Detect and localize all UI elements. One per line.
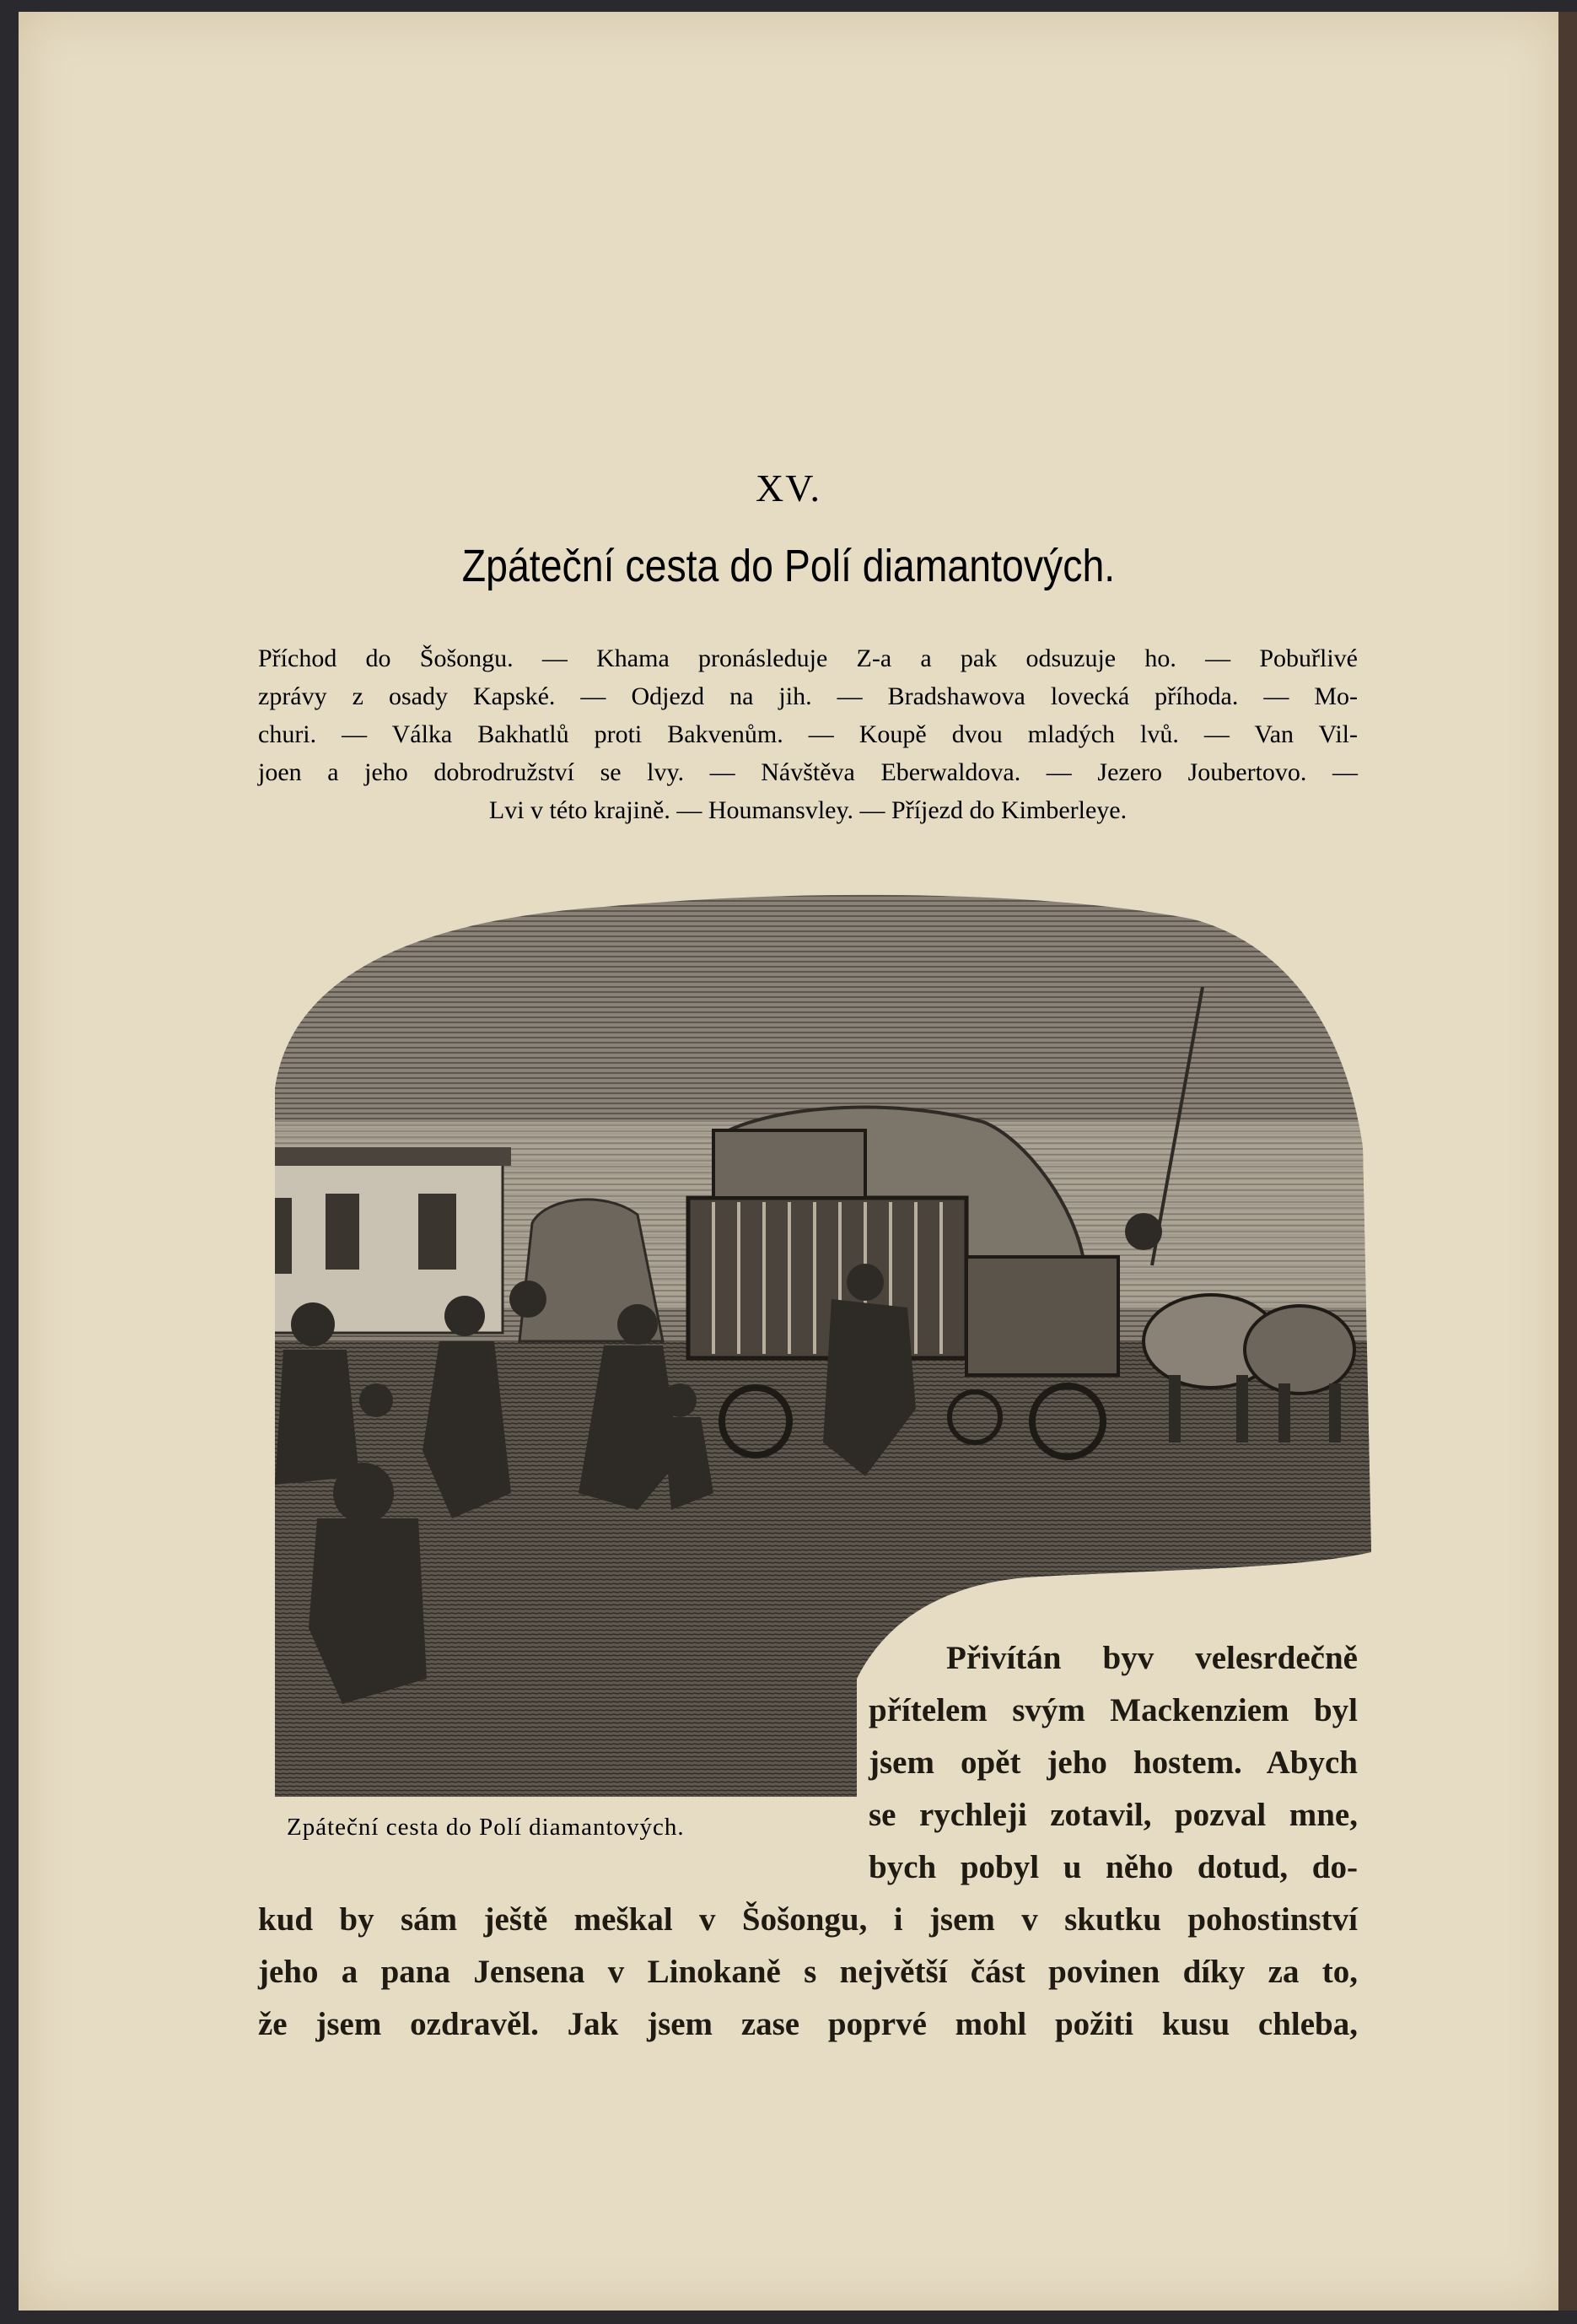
page-edge (1558, 12, 1577, 2311)
body-line: Přivítán byv velesrdečně (946, 1640, 1358, 1676)
summary-line: Lvi v této krajině. — Houmansvley. — Příjezd do Kimberleye. (488, 796, 1128, 824)
illustration-caption: Zpáteční cesta do Polí diamantových. (287, 1814, 685, 1841)
summary-line: churi. — Válka Bakhatlů proti Bakvenům. — Koupě dvou mladých lvů. — Van Vil- (258, 720, 1358, 748)
body-text-full-width (258, 1894, 1358, 2051)
body-line: přítelem svým Mackenziem byl (869, 1692, 1358, 1728)
body-line: kud by sám ještě meškal v Šošongu, i jsem v skutku pohostinství (258, 1901, 1358, 1938)
body-line: jsem opět jeho hostem. Abych (869, 1744, 1358, 1781)
body-line: se rychleji zotavil, pozval mne, (869, 1797, 1358, 1833)
cage (688, 1198, 966, 1358)
summary-line: Příchod do Šošongu. — Khama pronásleduje Z-a a pak odsuzuje ho. — Pobuřlivé (258, 644, 1358, 672)
body-line: bych pobyl u něho dotud, do- (869, 1849, 1358, 1885)
summary-line: joen a jeho dobrodružství se lvy. — Návštěva Eberwaldova. — Jezero Joubertovo. — (258, 758, 1358, 786)
body-text-right-column (869, 1632, 1358, 1894)
chapter-summary (258, 639, 1358, 829)
ox (1245, 1306, 1354, 1394)
chapter-number: XV. (755, 466, 821, 510)
body-line: že jsem ozdravěl. Jak jsem zase poprvé mohl požiti kusu chleba, (258, 2006, 1358, 2042)
summary-line: zprávy z osady Kapské. — Odjezd na jih. — Bradshawova lovecká příhoda. — Mo- (258, 682, 1358, 710)
chapter-title: Zpáteční cesta do Polí diamantových. (461, 541, 1116, 591)
body-line: jeho a pana Jensena v Linokaně s největší část povinen díky za to, (258, 1954, 1358, 1990)
